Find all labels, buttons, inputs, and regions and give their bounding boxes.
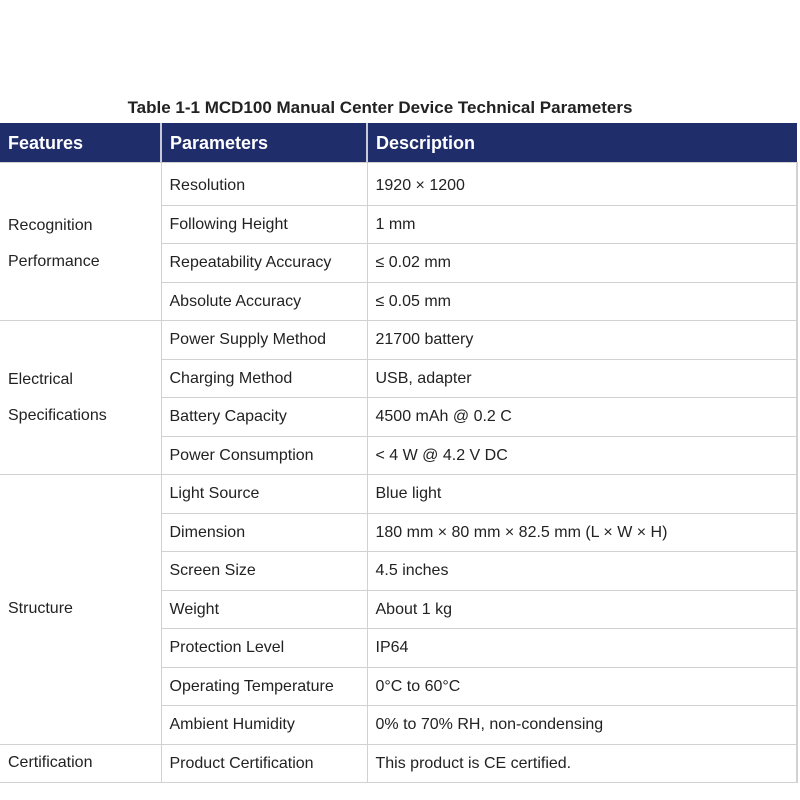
feature-label: Electrical	[8, 370, 73, 388]
description-cell: 0°C to 60°C	[367, 667, 797, 706]
feature-label: Certification	[8, 754, 93, 772]
parameter-cell: Screen Size	[161, 552, 367, 591]
parameter-cell: Following Height	[161, 205, 367, 244]
parameter-cell: Power Consumption	[161, 436, 367, 475]
description-cell: IP64	[367, 629, 797, 668]
feature-label: Structure	[8, 600, 73, 618]
description-cell: < 4 W @ 4.2 V DC	[367, 436, 797, 475]
parameter-cell: Battery Capacity	[161, 398, 367, 437]
description-cell: This product is CE certified.	[367, 744, 797, 783]
feature-cell	[0, 475, 161, 745]
parameter-cell: Charging Method	[161, 359, 367, 398]
parameter-cell: Light Source	[161, 475, 367, 514]
description-cell: 4500 mAh @ 0.2 C	[367, 398, 797, 437]
description-cell: 21700 battery	[367, 321, 797, 360]
parameter-cell: Ambient Humidity	[161, 706, 367, 745]
description-cell: 4.5 inches	[367, 552, 797, 591]
parameter-cell: Dimension	[161, 513, 367, 552]
description-cell: ≤ 0.05 mm	[367, 282, 797, 321]
table-row	[0, 321, 797, 360]
description-cell: 1 mm	[367, 205, 797, 244]
description-cell: 0% to 70% RH, non-condensing	[367, 706, 797, 745]
header-description: Description	[367, 124, 797, 163]
table-row	[0, 744, 797, 783]
feature-label: Recognition	[8, 216, 93, 234]
table-row	[0, 475, 797, 514]
feature-cell	[0, 321, 161, 475]
parameter-cell: Protection Level	[161, 629, 367, 668]
description-cell: ≤ 0.02 mm	[367, 244, 797, 283]
header-parameters: Parameters	[161, 124, 367, 163]
parameter-cell: Resolution	[161, 163, 367, 206]
parameter-cell: Absolute Accuracy	[161, 282, 367, 321]
description-cell: 1920 × 1200	[367, 163, 797, 206]
parameter-cell: Operating Temperature	[161, 667, 367, 706]
parameter-cell: Product Certification	[161, 744, 367, 783]
description-cell: About 1 kg	[367, 590, 797, 629]
parameter-cell: Power Supply Method	[161, 321, 367, 360]
table-row	[0, 163, 797, 206]
header-features: Features	[0, 124, 161, 163]
feature-label-line2: Performance	[8, 252, 100, 270]
parameter-cell: Weight	[161, 590, 367, 629]
technical-parameters-table	[0, 123, 798, 783]
feature-cell	[0, 163, 161, 321]
table-header-row	[0, 124, 797, 163]
description-cell: Blue light	[367, 475, 797, 514]
table-caption: Table 1-1 MCD100 Manual Center Device Technical Parameters	[127, 98, 633, 117]
feature-label-line2: Specifications	[8, 406, 107, 424]
description-cell: USB, adapter	[367, 359, 797, 398]
feature-cell	[0, 744, 161, 783]
parameter-cell: Repeatability Accuracy	[161, 244, 367, 283]
description-cell: 180 mm × 80 mm × 82.5 mm (L × W × H)	[367, 513, 797, 552]
